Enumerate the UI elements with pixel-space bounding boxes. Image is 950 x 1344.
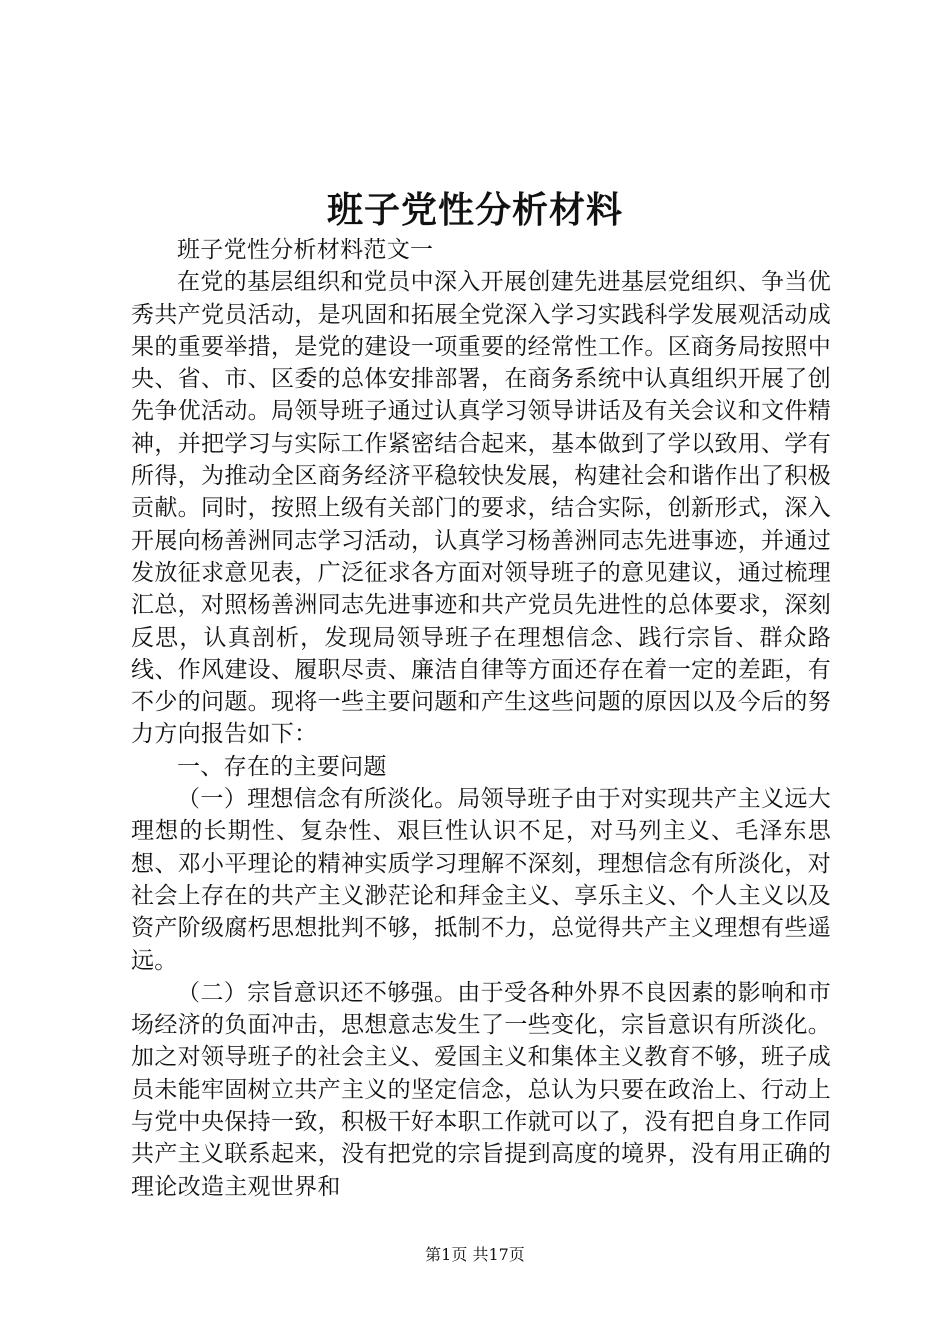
section-heading: 一、存在的主要问题 bbox=[177, 753, 387, 780]
document-body bbox=[131, 234, 831, 1203]
document-title: 班子党性分析材料 bbox=[326, 189, 623, 231]
paragraph-item-2: （二）宗旨意识还不够强。由于受各种外界不良因素的影响和市场经济的负面冲击，思想意志发生了一些变化，宗旨意识有所淡化。加之对领导班子的社会主义、爱国主义和集体主义教育不够，班子成员未能牢固树立共产主义的坚定信念，总认为只要在政治上、行动上与党中央保持一致，积极干好本职工作就可以了，没有把自身工作同共产主义联系起来，没有把党的宗旨提到高度的境界，没有用正确的理论改造主观世界和 bbox=[131, 979, 831, 1200]
paragraph-intro: 在党的基层组织和党员中深入开展创建先进基层党组织、争当优秀共产党员活动，是巩固和拓展全党深入学习实践科学发展观活动成果的重要举措，是党的建设一项重要的经常性工作。区商务局按照中央、省、市、区委的总体安排部署，在商务系统中认真组织开展了创先争优活动。局领导班子通过认真学习领导讲话及有关会议和文件精神，并把学习与实际工作紧密结合起来，基本做到了学以致用、学有所得，为推动全区商务经济平稳较快发展，构建社会和谐作出了积极贡献。同时，按照上级有关部门的要求，结合实际，创新形式，深入开展向杨善洲同志学习活动，认真学习杨善洲同志先进事迹，并通过发放征求意见表，广泛征求各方面对领导班子的意见建议，通过梳理汇总，对照杨善洲同志先进事迹和共产党员先进性的总体要求，深刻反思，认真剖析，发现局领导班子在理想信念、践行宗旨、群众路线、作风建设、履职尽责、廉洁自律等方面还存在着一定的差距，有不少的问题。现将一些主要问题和产生这些问题的原因以及今后的努力方向报告如下： bbox=[131, 269, 831, 748]
paragraph-subtitle: 班子党性分析材料范文一 bbox=[177, 237, 434, 263]
page-footer: 第1页 共17页 bbox=[425, 1245, 525, 1264]
paragraph-item-1: （一）理想信念有所淡化。局领导班子由于对实现共产主义远大理想的长期性、复杂性、艰巨性认识不足，对马列主义、毛泽东思想、邓小平理论的精神实质学习理解不深刻，理想信念有所淡化，对社会上存在的共产主义渺茫论和拜金主义、享乐主义、个人主义以及资产阶级腐朽思想批判不够，抵制不力，总觉得共产主义理想有些遥远。 bbox=[131, 786, 831, 974]
